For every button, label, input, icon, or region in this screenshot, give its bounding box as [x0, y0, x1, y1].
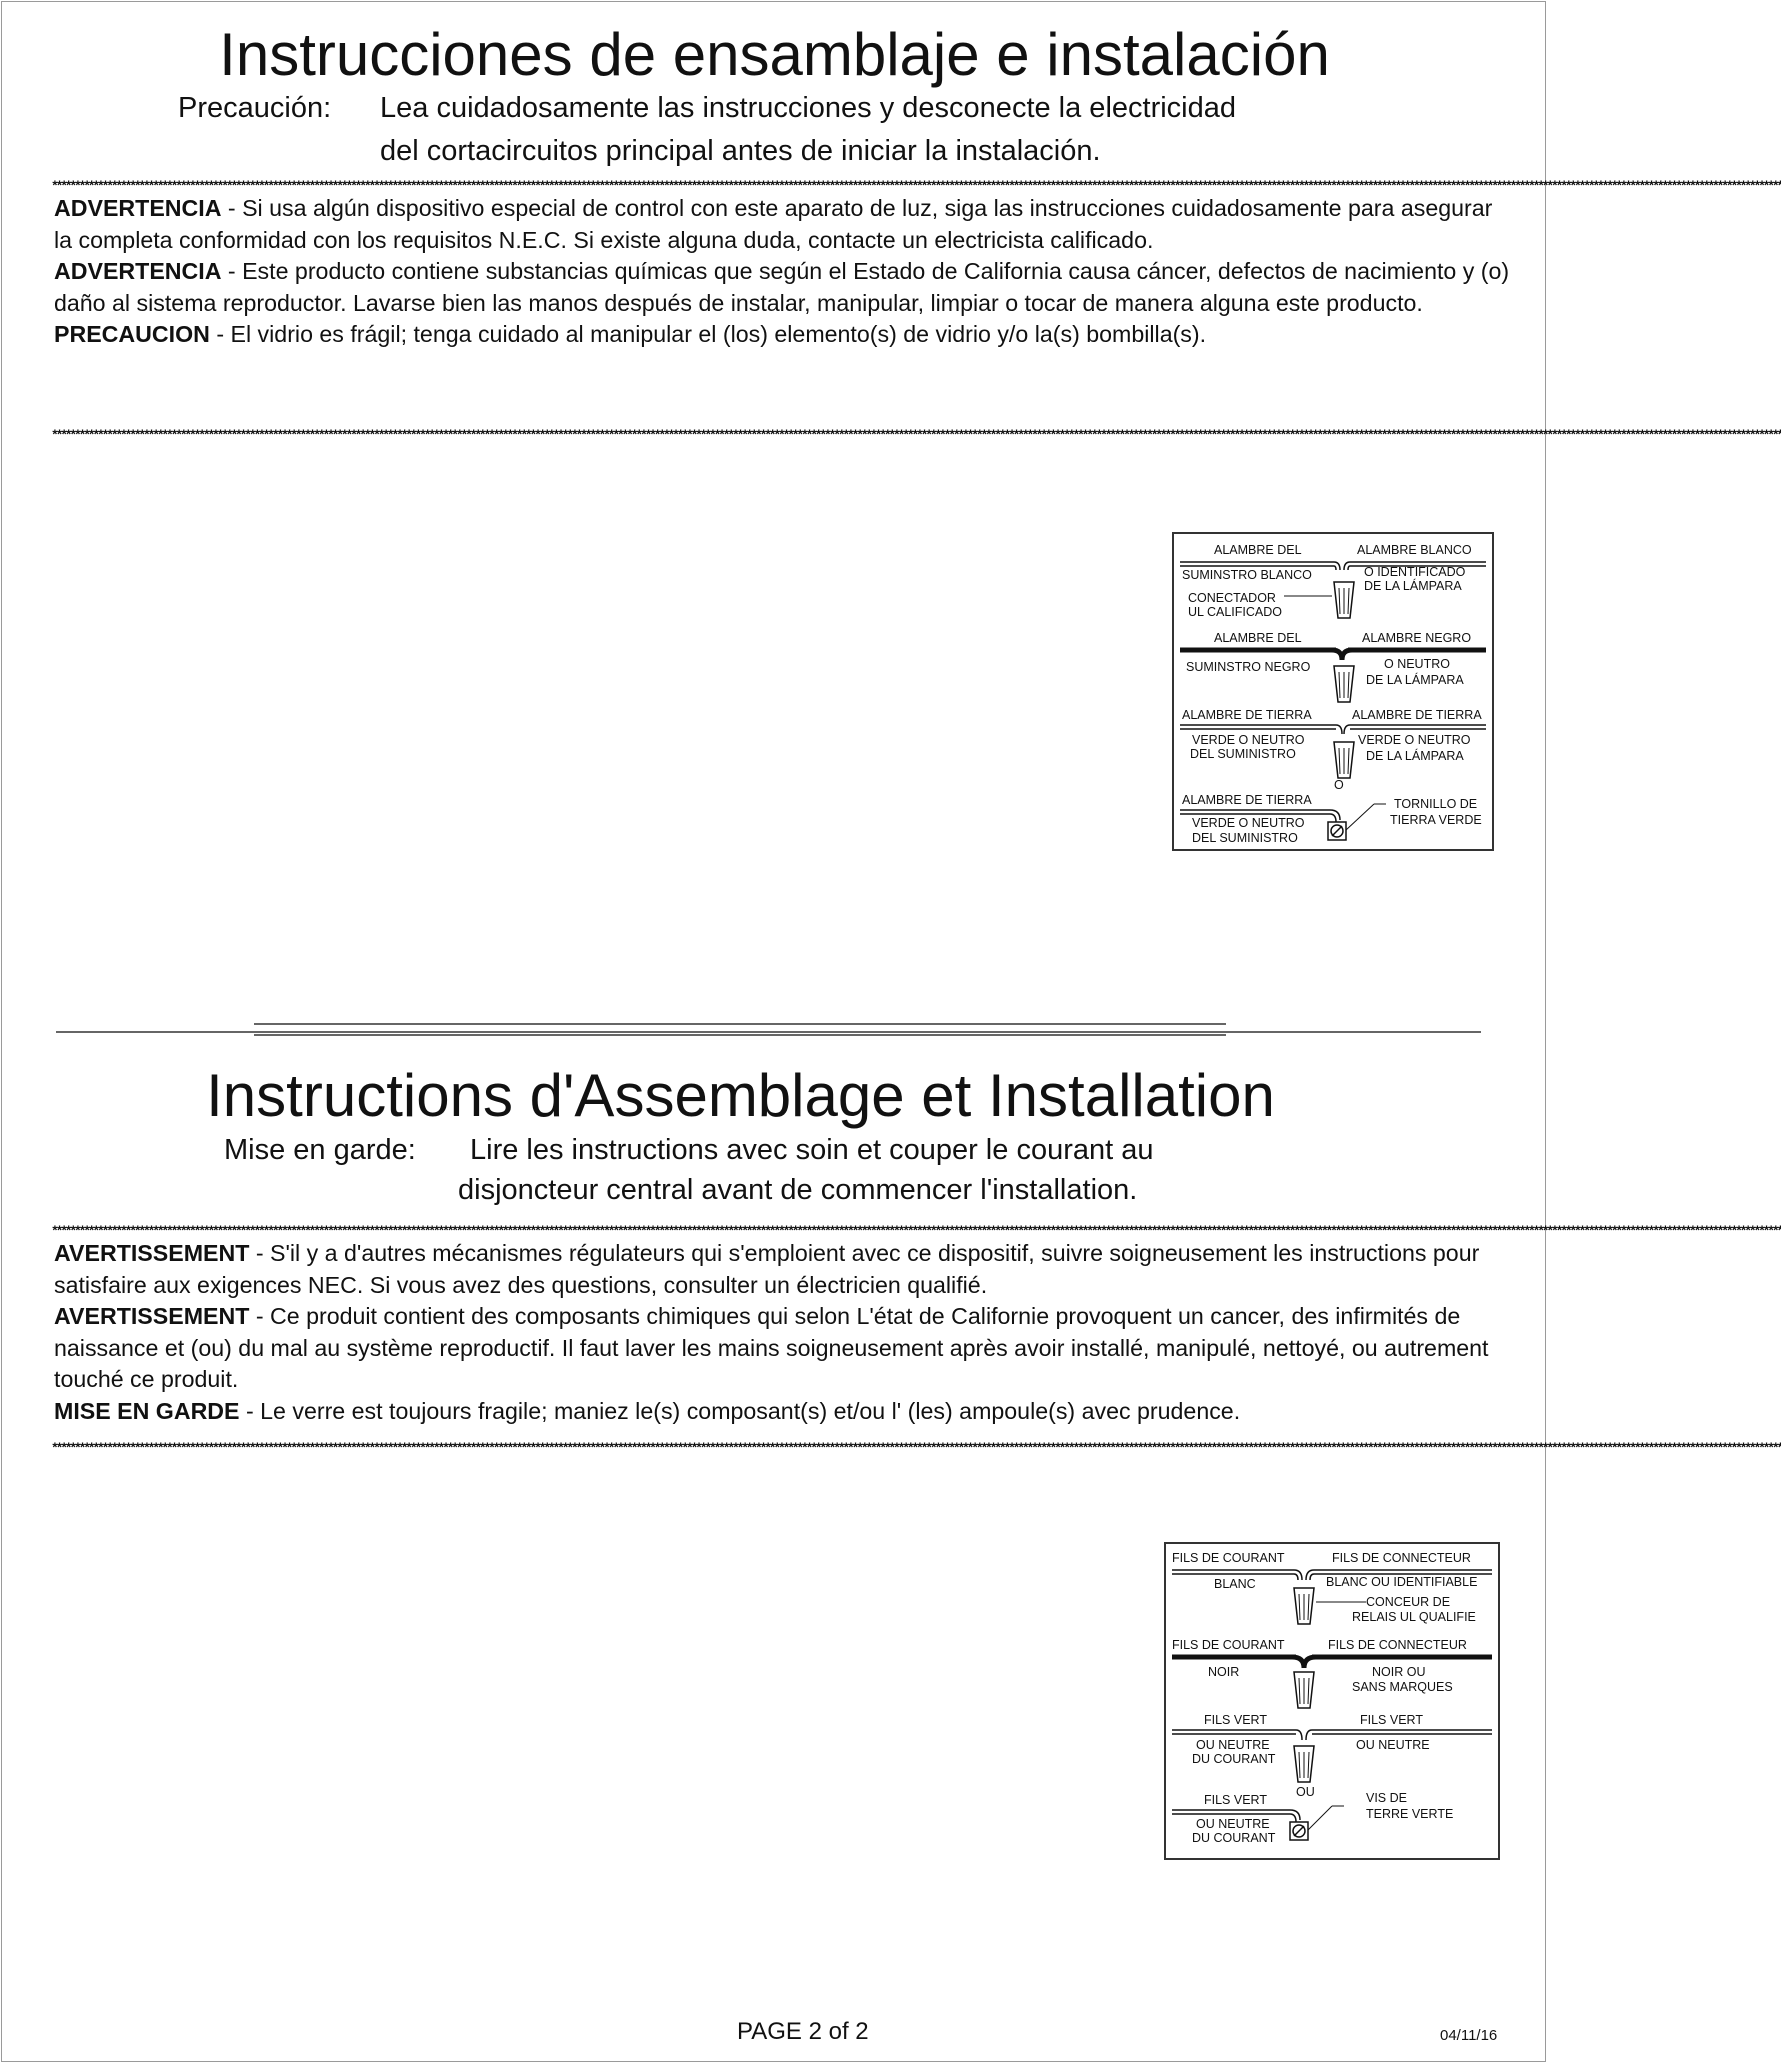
- diagram-label: VERDE O NEUTRO: [1358, 733, 1471, 747]
- wiring-diagram-svg: [1166, 1544, 1498, 1858]
- french-warning-1: [54, 1238, 1514, 1301]
- french-caution-line1: Lire les instructions avec soin et couper le courant au: [470, 1134, 1154, 1166]
- diagram-label: RELAIS UL QUALIFIE: [1352, 1610, 1476, 1624]
- french-caution-line2: disjoncteur central avant de commencer l'installation.: [458, 1174, 1138, 1206]
- diagram-label: FILS DE COURANT: [1172, 1638, 1285, 1652]
- diagram-label: TERRE VERTE: [1366, 1807, 1454, 1821]
- spanish-title: Instrucciones de ensamblaje e instalación: [219, 21, 1330, 88]
- diagram-label: DE LA LÁMPARA: [1364, 579, 1462, 593]
- diagram-label: UL CALIFICADO: [1188, 605, 1283, 619]
- warning-text: - Este producto contiene substancias químicas que según el Estado de California causa cáncer, defectos de nacimiento y (o) daño al sistema reproductor. Lavarse bien las manos después de instalar, manipular, limpiar o tocar de manera alguna este producto.: [54, 258, 1510, 316]
- diagram-label: O: [1334, 778, 1344, 792]
- asterisk-divider: ****************************************************************************************************************************************************************************************************************************************************************************************************************************************************************************************: [51, 1441, 1781, 1456]
- spanish-warnings: [54, 193, 1514, 351]
- diagram-label: FILS VERT: [1360, 1713, 1423, 1727]
- caution-text: - Le verre est toujours fragile; maniez le(s) composant(s) et/ou l' (les) ampoule(s) avec prudence.: [239, 1397, 1241, 1424]
- diagram-label: O IDENTIFICADO: [1364, 565, 1466, 579]
- diagram-label: FILS DE CONNECTEUR: [1328, 1638, 1467, 1652]
- diagram-label: O NEUTRO: [1384, 657, 1450, 671]
- diagram-label: VERDE O NEUTRO: [1192, 733, 1305, 747]
- asterisk-divider: ****************************************************************************************************************************************************************************************************************************************************************************************************************************************************************************************: [51, 428, 1781, 443]
- diagram-label: SANS MARQUES: [1352, 1680, 1453, 1694]
- diagram-label: OU NEUTRE: [1196, 1817, 1270, 1831]
- warning-text: - Ce produit contient des composants chimiques qui selon L'état de Californie provoquent un cancer, des infirmités de naissance et (ou) du mal au système reproductif. Il faut laver les mains soigneusement après avoir installé, manipulé, nettoyé, ou autrement touché ce produit.: [54, 1303, 1489, 1392]
- diagram-label: DU COURANT: [1192, 1752, 1276, 1766]
- french-caution-label: Mise en garde:: [224, 1134, 416, 1166]
- revision-date: 04/11/16: [1440, 2027, 1498, 2044]
- french-warnings: [54, 1238, 1514, 1427]
- section-divider: [56, 1022, 1481, 1036]
- warning-label: AVERTISSEMENT: [54, 1240, 250, 1266]
- diagram-label: DU COURANT: [1192, 1831, 1276, 1845]
- diagram-label: ALAMBRE DEL: [1214, 543, 1302, 557]
- diagram-label: SUMINSTRO BLANCO: [1182, 568, 1312, 582]
- warning-label: AVERTISSEMENT: [54, 1303, 250, 1329]
- diagram-label: ALAMBRE BLANCO: [1357, 543, 1472, 557]
- spanish-caution-label: Precaución:: [178, 92, 332, 124]
- asterisk-divider: ****************************************************************************************************************************************************************************************************************************************************************************************************************************************************************************************: [51, 1224, 1781, 1239]
- diagram-label: FILS VERT: [1204, 1793, 1267, 1807]
- warning-label: ADVERTENCIA: [54, 195, 222, 221]
- caution-label: PRECAUCION: [54, 321, 210, 347]
- diagram-label: ALAMBRE DE TIERRA: [1352, 708, 1482, 722]
- spanish-warning-2: [54, 256, 1514, 319]
- french-warning-2: [54, 1301, 1514, 1396]
- diagram-label: FILS DE CONNECTEUR: [1332, 1551, 1471, 1565]
- diagram-label: ALAMBRE DE TIERRA: [1182, 793, 1312, 807]
- diagram-label: DE LA LÁMPARA: [1366, 673, 1464, 687]
- french-wiring-diagram: [1164, 1542, 1500, 1860]
- diagram-label: TORNILLO DE: [1394, 797, 1478, 811]
- diagram-label: ALAMBRE DE TIERRA: [1182, 708, 1312, 722]
- diagram-label: DE LA LÁMPARA: [1366, 749, 1464, 763]
- diagram-label: VERDE O NEUTRO: [1192, 816, 1305, 830]
- diagram-label: VIS DE: [1366, 1791, 1407, 1805]
- asterisk-divider: ****************************************************************************************************************************************************************************************************************************************************************************************************************************************************************************************: [51, 179, 1781, 194]
- diagram-label: SUMINSTRO NEGRO: [1186, 660, 1311, 674]
- diagram-label: BLANC OU IDENTIFIABLE: [1326, 1575, 1478, 1589]
- french-caution-2: [54, 1396, 1514, 1428]
- spanish-caution-2: [54, 319, 1514, 351]
- warning-text: - S'il y a d'autres mécanismes régulateurs qui s'emploient avec ce dispositif, suivre soigneusement les instructions pour satisfaire aux exigences NEC. Si vous avez des questions, consulter un électricien qualifié.: [54, 1240, 1480, 1298]
- wiring-diagram-svg: [1174, 534, 1492, 849]
- diagram-label: CONECTADOR: [1188, 591, 1276, 605]
- diagram-label: CONCEUR DE: [1366, 1595, 1451, 1609]
- caution-label: MISE EN GARDE: [54, 1397, 240, 1424]
- diagram-label: DEL SUMINISTRO: [1190, 747, 1296, 761]
- diagram-label: ALAMBRE DEL: [1214, 631, 1302, 645]
- spanish-caution-line2: del cortacircuitos principal antes de iniciar la instalación.: [380, 135, 1101, 167]
- warning-label: ADVERTENCIA: [54, 258, 222, 284]
- diagram-label: OU NEUTRE: [1196, 1738, 1270, 1752]
- diagram-label: NOIR: [1208, 1665, 1240, 1679]
- warning-text: - Si usa algún dispositivo especial de control con este aparato de luz, siga las instrucciones cuidadosamente para asegurar la completa conformidad con los requisitos N.E.C. Si existe alguna duda, contacte un electricista calificado.: [54, 195, 1493, 253]
- spanish-warning-1: [54, 193, 1514, 256]
- diagram-label: OU: [1296, 1785, 1315, 1799]
- diagram-label: FILS VERT: [1204, 1713, 1267, 1727]
- french-title: Instructions d'Assemblage et Installation: [206, 1062, 1275, 1129]
- diagram-label: ALAMBRE NEGRO: [1362, 631, 1472, 645]
- diagram-label: BLANC: [1214, 1577, 1256, 1591]
- spanish-caution-line1: Lea cuidadosamente las instrucciones y desconecte la electricidad: [380, 92, 1236, 124]
- caution-text: - El vidrio es frágil; tenga cuidado al manipular el (los) elemento(s) de vidrio y/o la(s) bombilla(s).: [209, 321, 1207, 347]
- page-number: PAGE 2 of 2: [737, 2018, 869, 2045]
- diagram-label: OU NEUTRE: [1356, 1738, 1430, 1752]
- diagram-label: NOIR OU: [1372, 1665, 1426, 1679]
- spanish-wiring-diagram: [1172, 532, 1494, 851]
- diagram-label: FILS DE COURANT: [1172, 1551, 1285, 1565]
- diagram-label: DEL SUMINISTRO: [1192, 831, 1298, 845]
- diagram-label: TIERRA VERDE: [1390, 813, 1482, 827]
